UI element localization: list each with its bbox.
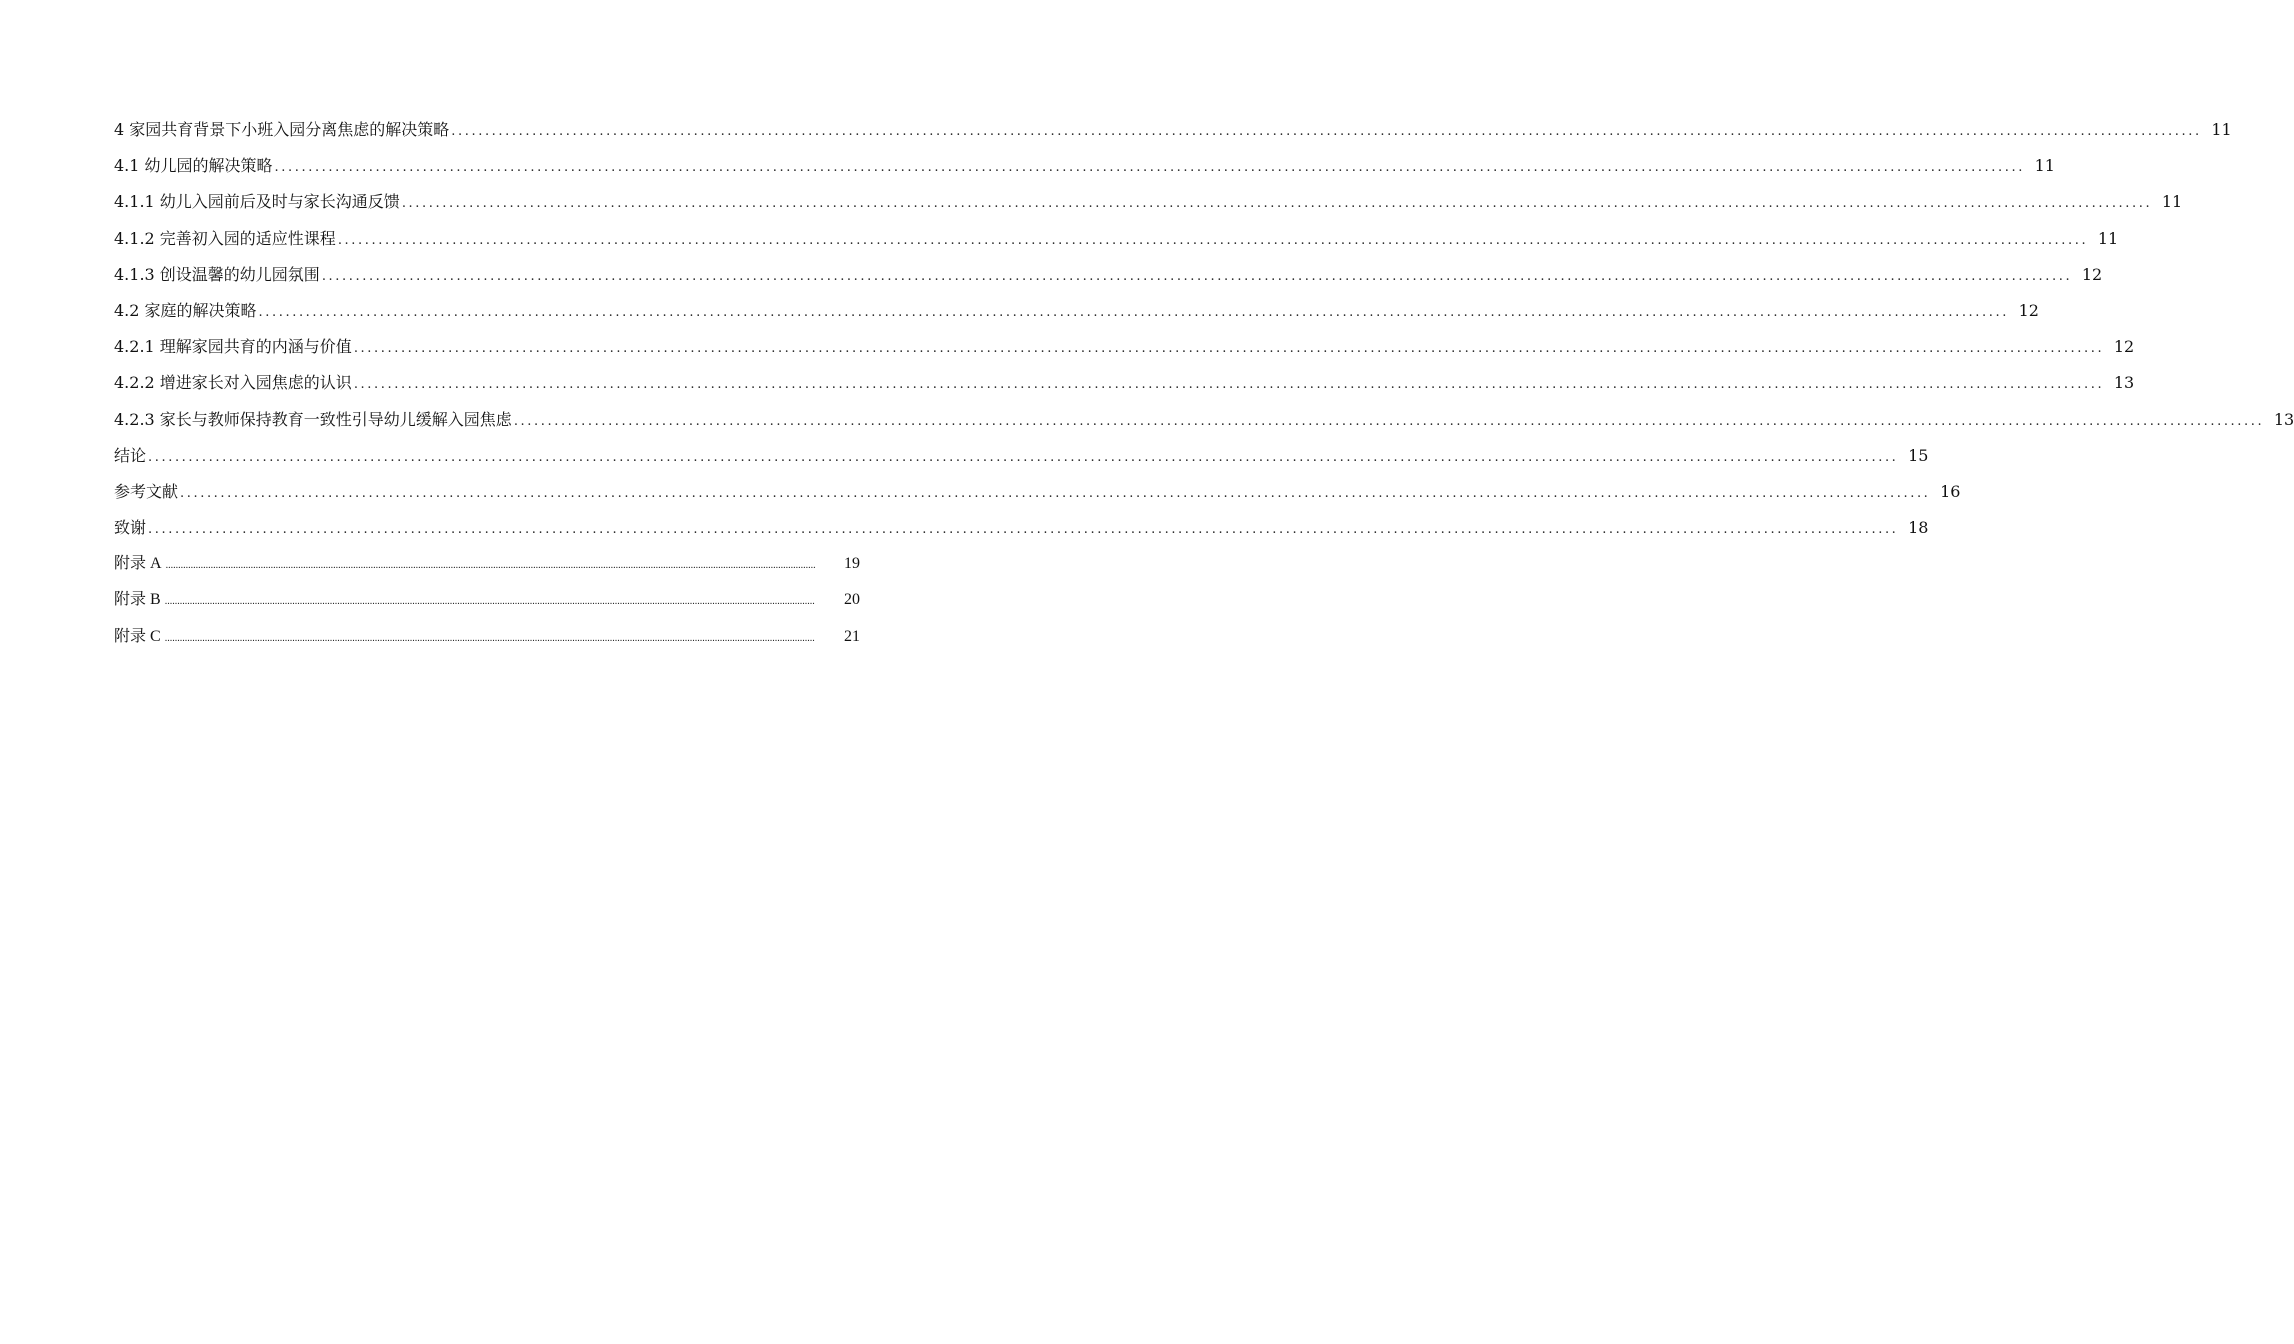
toc-entry-title: 4.1 幼儿园的解决策略: [114, 156, 273, 176]
dot-leader: ....................................................................................................................................................................................................................................................................: [148, 522, 1899, 538]
toc-page-number: 11: [2034, 156, 2055, 176]
toc-page-number: 20: [844, 591, 860, 609]
toc-entry-title: 参考文献: [114, 481, 179, 501]
toc-entry-title: 4.1.1 幼儿入园前后及时与家长沟通反馈: [114, 192, 400, 212]
toc-page-number: 19: [844, 555, 860, 573]
toc-entry-title: 4.2.1 理解家园共育的内涵与价值: [114, 337, 352, 357]
toc-entry[interactable]: [114, 365, 2135, 401]
toc-page-number: 12: [2081, 264, 2103, 284]
toc-page-number: 11: [2097, 228, 2119, 248]
toc-entry[interactable]: [114, 184, 2183, 220]
toc-entry[interactable]: [114, 582, 860, 618]
toc-page-number: 15: [1908, 445, 1929, 465]
dot-leader: ....................................................................................................................................................................................................................................................................: [337, 232, 2089, 248]
dot-leader: ....................................................................................................................................................................................................................................................................: [353, 341, 2105, 357]
toc-entry[interactable]: [114, 148, 2055, 184]
toc-entry[interactable]: [114, 510, 1929, 546]
toc-entry[interactable]: [114, 257, 2103, 293]
toc-entry[interactable]: [114, 329, 2135, 365]
dot-leader: ....................................................................................................................................................................................................................................................................: [164, 596, 815, 608]
dot-leader: ....................................................................................................................................................................................................................................................................: [164, 632, 815, 644]
toc-page-number: 13: [2113, 373, 2135, 393]
toc-entry[interactable]: [114, 619, 860, 655]
dot-leader: ....................................................................................................................................................................................................................................................................: [353, 377, 2105, 393]
toc-entry-title: 4.1.3 创设温馨的幼儿园氛围: [114, 264, 320, 284]
toc-entry-title: 4 家园共育背景下小班入园分离焦虑的解决策略: [114, 120, 450, 139]
dot-leader: ....................................................................................................................................................................................................................................................................: [148, 449, 1899, 465]
dot-leader: ....................................................................................................................................................................................................................................................................: [165, 560, 816, 572]
toc-page-number: 18: [1908, 518, 1929, 538]
toc-page-number: 11: [2211, 120, 2232, 139]
dot-leader: ....................................................................................................................................................................................................................................................................: [451, 124, 2202, 139]
toc-page-number: 21: [844, 627, 860, 645]
toc-entry-title: 4.2 家庭的解决策略: [114, 300, 257, 320]
toc-entry-title: 附录 B: [114, 591, 161, 609]
dot-leader: ....................................................................................................................................................................................................................................................................: [258, 304, 2009, 320]
toc-entry-title: 4.2.3 家长与教师保持教育一致性引导幼儿缓解入园焦虑: [114, 409, 512, 429]
toc-entry-title: 4.2.2 增进家长对入园焦虑的认识: [114, 373, 352, 393]
toc-entry-title: 4.1.2 完善初入园的适应性课程: [114, 228, 336, 248]
toc-page-number: 12: [2113, 337, 2135, 357]
toc-entry-title: 附录 A: [114, 555, 162, 573]
dot-leader: ....................................................................................................................................................................................................................................................................: [513, 413, 2265, 429]
toc-page-number: 12: [2018, 300, 2039, 320]
dot-leader: ....................................................................................................................................................................................................................................................................: [274, 160, 2025, 176]
toc-entry[interactable]: [114, 474, 1961, 510]
dot-leader: ....................................................................................................................................................................................................................................................................: [180, 485, 1931, 501]
toc-entry[interactable]: [114, 221, 2119, 257]
toc-entry[interactable]: [114, 293, 2039, 329]
dot-leader: ....................................................................................................................................................................................................................................................................: [321, 268, 2073, 284]
toc-entry[interactable]: [114, 402, 2294, 438]
dot-leader: ....................................................................................................................................................................................................................................................................: [401, 196, 2153, 212]
toc-entry[interactable]: [114, 112, 2232, 148]
toc-page-number: 11: [2161, 192, 2183, 212]
toc-entry-title: 致谢: [114, 518, 147, 538]
toc-entry[interactable]: [114, 546, 860, 582]
toc-page-number: 16: [1940, 481, 1961, 501]
toc-entry-title: 附录 C: [114, 627, 161, 645]
toc-page-number: 13: [2273, 409, 2294, 429]
table-of-contents: [114, 112, 2294, 655]
toc-entry[interactable]: [114, 438, 1929, 474]
toc-entry-title: 结论: [114, 445, 147, 465]
